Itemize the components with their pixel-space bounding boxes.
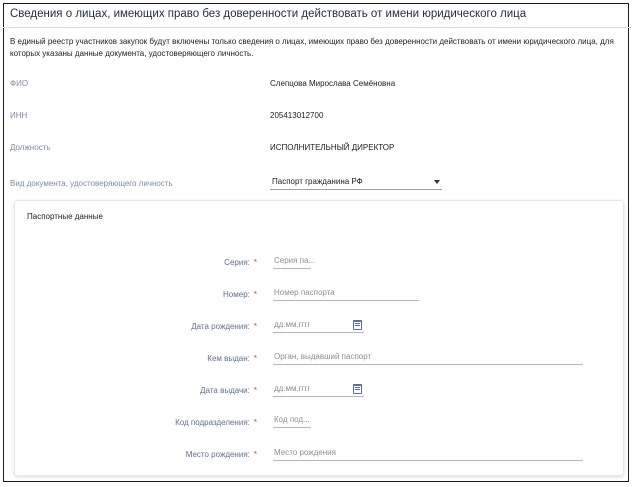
issue-date-label: Дата выдачи: * [200, 386, 257, 395]
required-mark: * [253, 290, 257, 299]
fio-value: Слепцова Мирослава Семёновна [270, 79, 396, 88]
dept-code-placeholder: Код под... [274, 415, 310, 424]
page-title: Сведения о лицах, имеющих право без доверенности действовать от имени юридического лица [10, 8, 527, 20]
position-label: Должность [10, 143, 51, 152]
issued-by-label: Кем выдан: * [207, 354, 257, 363]
number-input[interactable] [273, 288, 419, 301]
series-placeholder: Серия па... [274, 256, 316, 265]
birth-date-input[interactable] [273, 320, 364, 333]
chevron-down-icon[interactable] [434, 180, 440, 184]
inn-value: 205413012700 [270, 111, 324, 120]
number-label: Номер: * [223, 290, 257, 299]
issue-date-input[interactable] [273, 384, 364, 397]
title-divider [3, 27, 631, 28]
series-input[interactable] [273, 256, 316, 269]
birth-place-label: Место рождения: * [185, 450, 257, 459]
required-mark: * [253, 258, 257, 267]
dept-code-label: Код подразделения: * [175, 418, 257, 427]
required-mark: * [253, 418, 257, 427]
doc-type-value: Паспорт гражданина РФ [272, 177, 363, 186]
inn-label: ИНН [10, 111, 28, 120]
doc-type-label: Вид документа, удостоверяющего личность [10, 179, 173, 188]
birth-date-label: Дата рождения: * [191, 322, 257, 331]
passport-section-title: Паспортные данные [27, 212, 103, 221]
series-label: Серия: * [224, 258, 257, 267]
required-mark: * [253, 354, 257, 363]
notice-text: В единый реестр участников закупок будут включены только сведения о лицах, имеющих право без доверенности действовать от имени юридического лица, для которых указаны данные документа, удостоверяющего личность. [10, 37, 614, 58]
issued-by-placeholder: Орган, выдавший паспорт [274, 352, 372, 361]
required-mark: * [253, 386, 257, 395]
fio-label: ФИО [10, 79, 29, 88]
position-value: ИСПОЛНИТЕЛЬНЫЙ ДИРЕКТОР [270, 143, 395, 152]
dept-code-input[interactable] [273, 415, 311, 428]
issue-date-placeholder: дд.мм.гггг [274, 384, 311, 393]
required-mark: * [253, 322, 257, 331]
issued-by-input[interactable] [273, 352, 583, 365]
birth-place-input[interactable] [273, 448, 583, 461]
birth-date-placeholder: дд.мм.гггг [274, 320, 311, 329]
number-placeholder: Номер паспорта [274, 288, 335, 297]
calendar-icon[interactable] [353, 320, 362, 330]
passport-card [14, 200, 624, 476]
birth-place-placeholder: Место рождения [274, 448, 336, 457]
required-mark: * [253, 450, 257, 459]
doc-type-select[interactable] [270, 176, 442, 190]
calendar-icon[interactable] [353, 384, 362, 394]
